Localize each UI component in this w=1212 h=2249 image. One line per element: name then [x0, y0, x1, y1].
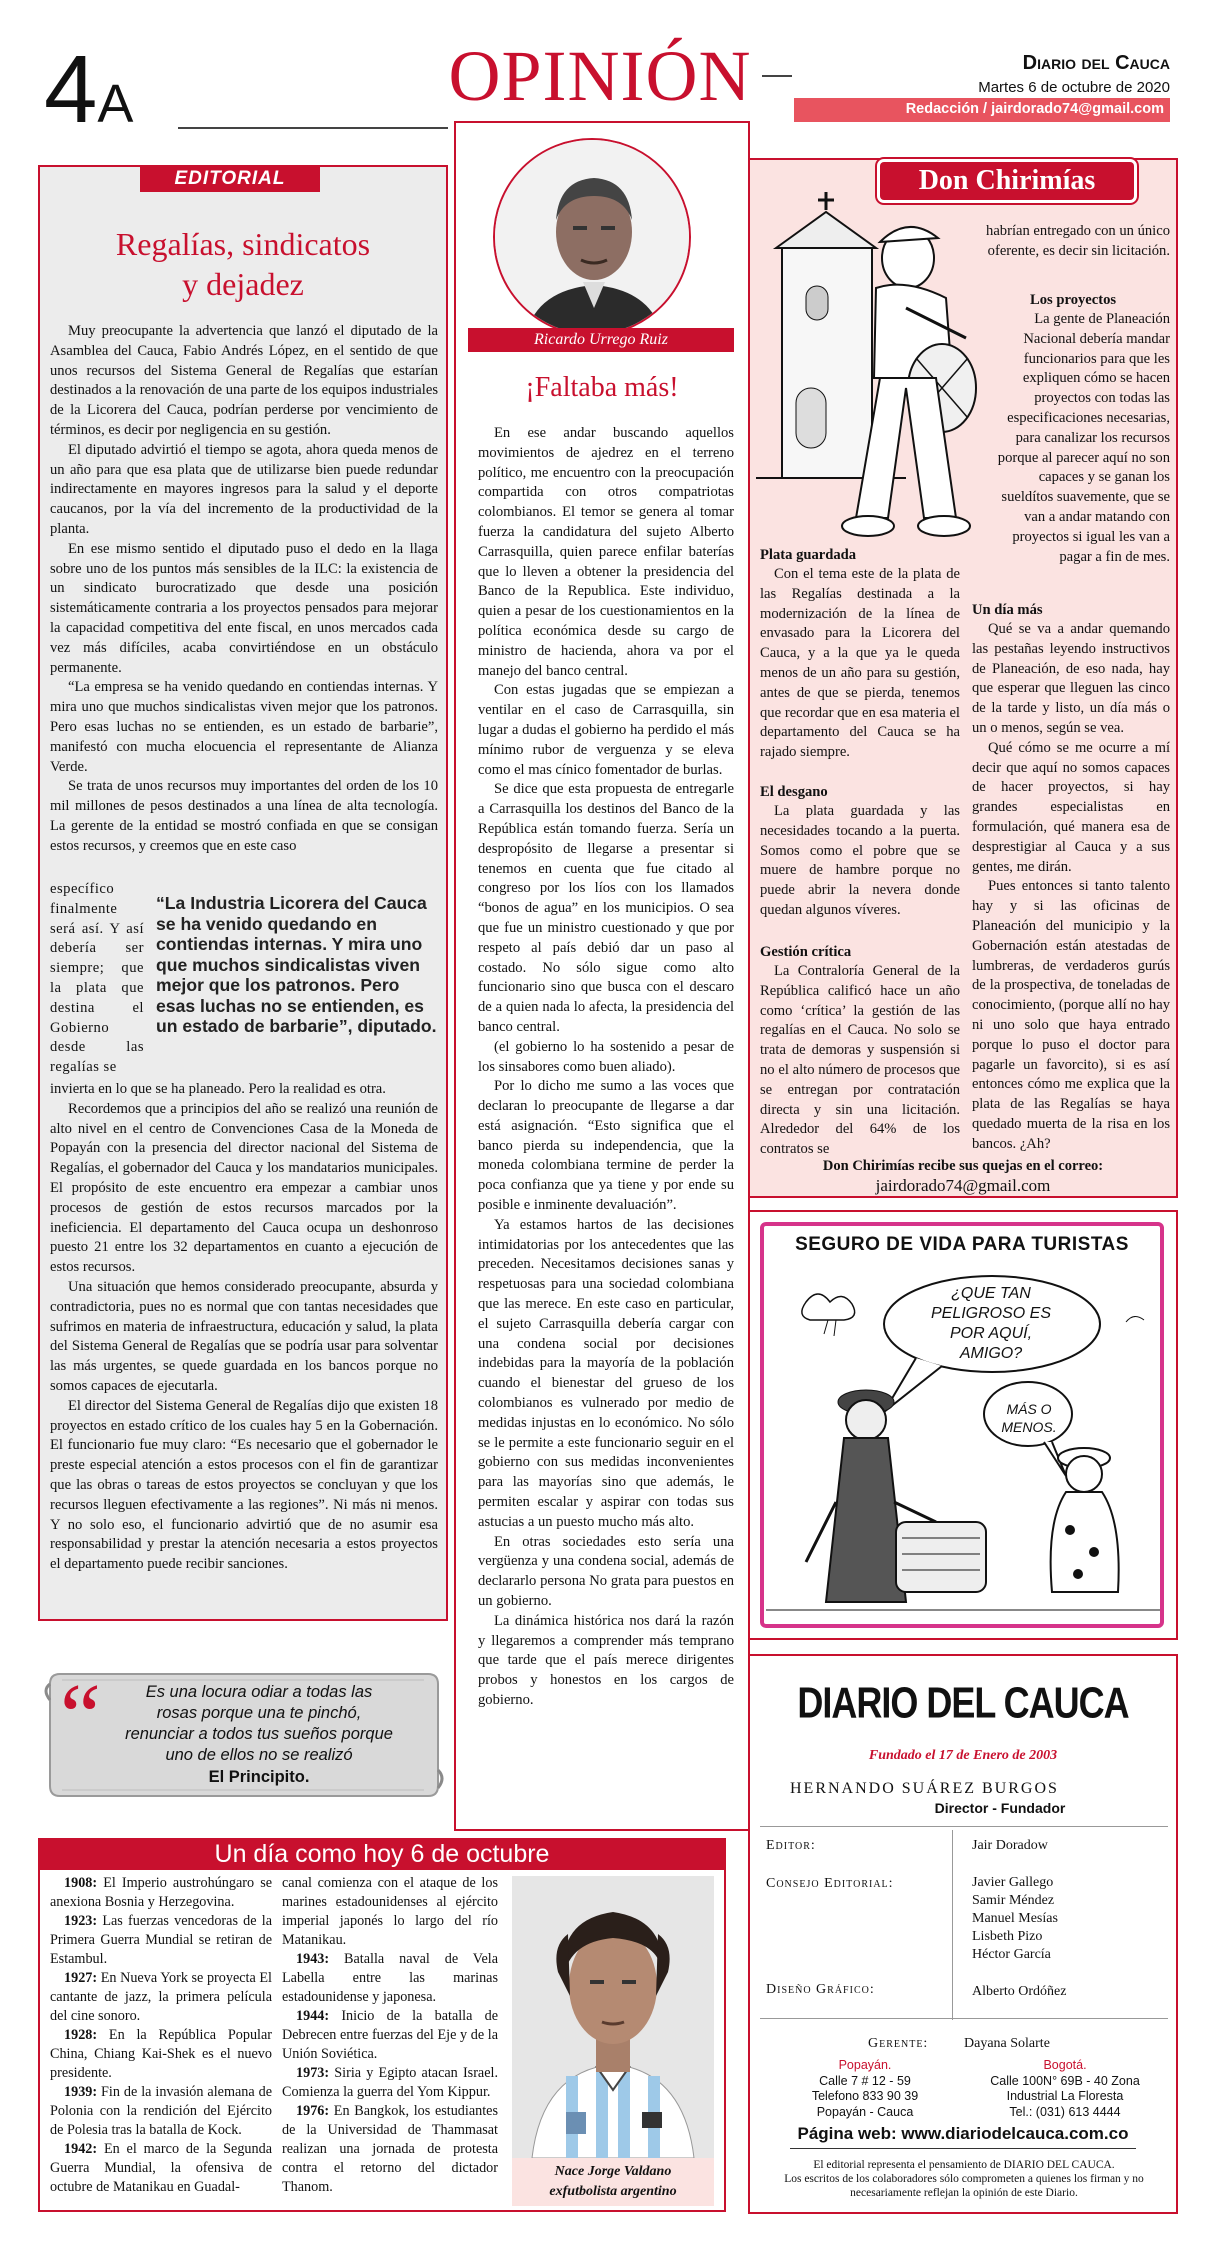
history-col2: [282, 1874, 498, 2197]
staff-design-label: Diseño Gráfico:: [766, 1982, 875, 1997]
staff-council-list: [972, 1874, 1058, 1964]
column-body: [478, 424, 734, 1711]
web-label: Página web:: [797, 2124, 897, 2143]
history-entry: 1973: Siria y Egipto atacan Israel. Comienza la guerra del Yom Kippur.: [282, 2065, 499, 2100]
chirimias-diamas-paragraph: Qué cómo se me ocurre a mí decir que aquí no somos capaces de hacer proyectos, si hay grandes especialistas en formulación, qué manera esa de desprestigiar al Cauca y a sus gentes, me dirán.: [972, 739, 1170, 875]
staff-disclaimer: [760, 2158, 1168, 2200]
office2-line: Calle 100N° 69B - 40 Zona: [990, 2073, 1140, 2088]
staff-council-label: Consejo Editorial:: [766, 1876, 894, 1891]
editorial-paragraph: Muy preocupante la advertencia que lanzó el diputado de la Asamblea del Cauca, Fabio Andrés López, en el sentido de que unos recursos del Sistema General de Regalías que estarían destinados a la renovación de una parte de los equipos industriales de la Licorera del Cauca, podrían perderse por vencimiento de términos, es decir por negligencia en su gestión.: [50, 323, 438, 438]
valdano-portrait: [512, 1876, 714, 2158]
masthead-contact: Redacción / jairdorado74@gmail.com: [905, 101, 1164, 117]
columnist-portrait: [495, 140, 691, 336]
staff-council-member: Héctor García: [972, 1947, 1051, 1962]
page-number: [44, 36, 134, 143]
quote-mark: “: [60, 1665, 101, 1767]
history-entry: 1943: Batalla naval de Vela Labella entre las marinas estadounidense y japonesa.: [282, 1951, 499, 2005]
staff-editor-label: Editor:: [766, 1838, 816, 1853]
editorial-paragraph: El director del Sistema General de Regalías dijo que existen 18 proyectos en estado crítico de los cuales hay 5 en la Gobernación. El funcionario fue muy claro: “Es necesario que el gobernador le preste especial atención a estos procesos con el fin de garantizar que las obras o tareas de estos proyectos se concluyan y que los recursos lleguen efectivamente a las regiones”. Ni más ni menos. Y no solo eso, el funcionario advirtió que de no asumir esa responsabilidad y prestar la atención necesaria a estos proyectos el departamento puede recibir sanciones.: [50, 1397, 438, 1573]
column-title: ¡Faltaba más!: [525, 372, 679, 403]
column-paragraph: Ya estamos hartos de las decisiones intimidatorias por los antecedentes que las preceden. Necesitamos decisiones sanas y respetuosas para una sociedad colombiana que las merece. En este caso en particular, el sujeto Carrasquilla debería cargar con una condena social por decisiones indebidas para la mayoría de la población cuando el bienestar del grueso de los colombianos es vulnerado por medio de medidas injustas en lo económico. No sólo se le permite a este funcionario seguir en el gobierno con sus medidas inconvenientes para las mayorías sino que además, le permiten escalar y aspirar con todas sus astucias a un puesto mucho más alto.: [478, 1216, 734, 1530]
page-number-letter: A: [97, 74, 134, 134]
cartoon-title: SEGURO DE VIDA PARA TURISTAS: [795, 1234, 1129, 1255]
editorial-pullquote: “La Industria Licorera del Cauca se ha venido quedando en contiendas internas. Y mira uno que muchos sindicalistas viven mejor que los patronos. Pero esas luchas no se entienden, es un estado de barbarie”, diputado.: [156, 893, 437, 1036]
chirimias-desgano-head: El desgano: [760, 784, 828, 800]
page-number-digit: 4: [44, 36, 98, 143]
staff-founded: Fundado el 17 de Enero de 2003: [868, 1748, 1058, 1763]
quote-text: Es una locura odiar a todas las rosas porque una te pinchó, renunciar a todos tus sueños porque uno de ellos no se realizó: [125, 1683, 393, 1764]
editorial-paragraph: “La empresa se ha venido quedando en contiendas internas. Y mira uno que muchos sindicalistas viven mejor que los patronos. Pero esas luchas no se entienden, es un estado de barbarie”, manifestó con mucha elocuencia el representante de Alianza Verde.: [50, 679, 438, 775]
office1-city: Popayán.: [838, 2058, 892, 2072]
staff-founder-role: Director - Fundador: [934, 1800, 1066, 1816]
history-entry: 1944: Inicio de la batalla de Debrecen entre fuerzas del Eje y de la Unión Soviética.: [282, 2008, 498, 2062]
staff-council-member: Javier Gallego: [972, 1875, 1054, 1890]
column-paragraph: Se dice que esta propuesta de entregarle a Carrasquilla los destinos del Banco de la República están tomando fuerza. Sería un despropósito de llegarse a presentar si tenemos en cuenta que fue citado al congreso por los líos con los llamados “bonos de agua” en los municipios. O sea que fue un ministro cuestionado y que por respeto al país debió dar un paso al costado. No sólo sigue como alto funcionario sino que busca con el descaro de a quien nada lo afecta, la presidencia del banco central.: [478, 781, 734, 1035]
masthead-rule: [178, 127, 448, 129]
office1-line: Calle 7 # 12 - 59: [819, 2073, 911, 2088]
chirimias-critica-text: La Contraloría General de la República calificó hace un año como ‘crítica’ la gestión de las regalías en el Cauca. No solo se trata de demoras y suspensión si no el alto número de procesos que se entregan por contratación directa y sin una licitación. Alrededor del 64% de los contratos se: [760, 963, 960, 1158]
editorial-narrow-text: específico finalmente será así. Y así debería ser siempre; que la plata que destina el Gobierno desde las regalías se: [50, 881, 144, 1076]
masthead-date: Martes 6 de octubre de 2020: [978, 79, 1170, 96]
office2-line: Industrial La Floresta: [1006, 2089, 1124, 2103]
editorial-continue-line: invierta en lo que se ha planeado. Pero la realidad es otra.: [50, 1081, 386, 1097]
editorial-title-line2: y dejadez: [182, 266, 304, 302]
disclaimer-line: Los escritos de los colaboradores sólo comprometen a quienes los firman y no necesariamente reflejan la opinión de este Diario.: [784, 2173, 1144, 2199]
editorial-paragraph: Recordemos que a principios del año se realizó una reunión de alto nivel en el centro de Convenciones Casa de la Moneda de Popayán con la presencia del director nacional del Sistema de Regalías, el gobernador del Cauca y los mandatarios municipales. El propósito de este encuentro era empezar a cambiar unos procesos de gestión de estos recursos marcados por la ineficiencia. El departamento del Cauca ocupa un deshonroso puesto 21 entre los 32 departamentos en cuanto a ejecución de estos recursos.: [50, 1100, 438, 1276]
staff-design: Alberto Ordóñez: [972, 1984, 1067, 1999]
history-entry: 1976: En Bangkok, los estudiantes de la Universidad de Thammasat realizan una jornada de protesta contra el retorno del dictador Thanom.: [282, 2103, 498, 2195]
column-paragraph: Con estas jugadas que se empiezan a ventilar en el caso de Carrasquilla, sin lugar a dudas el gobierno ha perdido el más mínimo rubor de verguenza y se eleva como el mas cínico fomentador de burlas.: [478, 682, 734, 778]
history-entry: 1928: En la República Popular China, Chiang Kai-Shek es el nuevo presidente.: [50, 2027, 273, 2081]
staff-manager: Dayana Solarte: [964, 2036, 1050, 2051]
chirimias-footer-email[interactable]: jairdorado74@gmail.com: [875, 1176, 1051, 1195]
chirimias-critica-head: Gestión crítica: [760, 944, 852, 960]
history-entry: 1942: En el marco de la Segunda Guerra Mundial, la ofensiva de octubre de Matanikau en Guadal-: [50, 2141, 273, 2195]
cartoon-bubble2: MÁS O MENOS.: [1001, 1401, 1057, 1435]
staff-manager-label: Gerente:: [868, 2036, 929, 2051]
staff-office2: [970, 2058, 1160, 2120]
chirimias-title: Don Chirimías: [880, 162, 1134, 200]
editorial-body-bottom: [50, 1080, 438, 1575]
office2-line: Tel.: (031) 613 4444: [1009, 2104, 1121, 2119]
column-paragraph: En ese andar buscando aquellos movimientos de ajedrez en el terreno político, me encuentro con la preocupación compartida con otros compatriotas colombianos. El temor se genera al tomar fuerza la candidatura del sujeto Alberto Carrasquilla, quien parece enfilar baterías que lo lleven a obtener la presidencia del Banco de la Republica. Este individuo, quien a pesar de los cuestionamientos en la política económica desde su cargo de ministro de hacienda, ahora va por el manejo del banco central.: [478, 425, 734, 679]
staff-office1: [780, 2058, 950, 2120]
office2-city: Bogotá.: [1043, 2058, 1087, 2072]
history-col1: [50, 1874, 272, 2197]
staff-logo: DIARIO DEL CAUCA: [797, 1677, 1129, 1727]
chirimias-diamas-paragraph: Qué se va a andar quemando las pestañas leyendo instructivos de Planeación, de eso nada, hay que esperar que lleguen las cinco de la tarde y listo, un día más o un o menos, según se vea.: [972, 621, 1170, 736]
chirimias-proyectos-text: La gente de Planeación Nacional debería mandar funcionarios para que les expliquen cómo se hacen proyectos con todas las especificaciones necesarias, para canalizar los recursos porque al parecer aquí no son capaces y se ganan los sueldítos suavemente, que se van a andar matando con proyectos si igual les van a pagar a fin de mes.: [997, 311, 1170, 565]
masthead-paper-name: Diario del Cauca: [1022, 52, 1170, 74]
staff-council-member: Samir Méndez: [972, 1893, 1055, 1908]
staff-founder: HERNANDO SUÁREZ BURGOS: [790, 1780, 1059, 1797]
editorial-title-line1: Regalías, sindicatos: [115, 226, 371, 262]
caption-line: Nace Jorge Valdano: [554, 2164, 672, 2179]
editorial-paragraph: Una situación que hemos considerado preocupante, absurda y contradictoria, pues no es normal que con tantas necesidades que sufrimos en materia de infraestructura, educación y salud, la plata del Sistema General de Regalías que se podría usar para solventar las más urgentes, se quede guardada en los bancos porque no somos capaces de ejecutarla.: [50, 1278, 438, 1394]
staff-divider: [760, 1826, 1168, 1827]
staff-council-member: Manuel Mesías: [972, 1911, 1058, 1926]
chirimias-diamas-text: [972, 620, 1170, 1155]
office1-line: Popayán - Cauca: [816, 2104, 914, 2119]
history-photo: [512, 1876, 714, 2158]
section-title: OPINIÓN: [448, 36, 752, 116]
editorial-title: [44, 224, 442, 304]
columnist-name: Ricardo Urrego Ruiz: [468, 328, 734, 352]
column-paragraph: En otras sociedades esto sería una vergüenza y una condena social, además de declararlo persona No grata para puestos en un gobierno.: [478, 1533, 734, 1610]
staff-council-member: Lisbeth Pizo: [972, 1929, 1043, 1944]
staff-web: [756, 2124, 1170, 2144]
history-entry: 1923: Las fuerzas vencedoras de la Primera Guerra Mundial se retiran de Estambul.: [50, 1913, 272, 1967]
staff-divider-vertical: [952, 1830, 953, 2020]
history-entry: 1939: Fin de la invasión alemana de Polonia con la rendición del Ejército de Polesia tras la batalla de Kock.: [50, 2084, 272, 2138]
chirimias-desgano-text: La plata guardada y las necesidades tocando a la puerta. Somos como el pobre que se muere de hambre porque no puede abrir la nevera donde quedan algunos víveres.: [760, 803, 960, 918]
office1-line: Telefono 833 90 39: [811, 2089, 919, 2103]
columnist-photo: [493, 138, 691, 336]
history-entry: 1908: El Imperio austrohúngaro se anexiona Bosnia y Herzegovina.: [50, 1875, 273, 1910]
history-caption: [512, 2158, 714, 2206]
quote-scroll: [42, 1660, 444, 1810]
cartoon-bubble1: ¿QUE TAN PELIGROSO ES POR AQUÍ, AMIGO?: [930, 1285, 1052, 1362]
chirimias-guardada-head: Plata guardada: [760, 547, 857, 563]
editorial-paragraph: Se trata de unos recursos muy importantes del orden de los 10 mil millones de pesos destinados a una línea de alta tecnología. La gerente de la entidad se mostró confiada en que se consigan estos recursos, y creemos que en este caso: [50, 778, 438, 854]
drummer-drawing: [756, 178, 978, 553]
quote-author: El Principito.: [208, 1768, 310, 1786]
editorial-body-top: [50, 322, 438, 857]
chirimias-diamas-head: Un día más: [972, 602, 1043, 618]
chirimias-intro: habrían entregado con un único oferente, es decir sin licitación.: [986, 223, 1170, 259]
column-paragraph: La dinámica histórica nos dará la razón y llegaremos a comprender más temprano que tarde que el país merece dirigentes probos y honestos en los cargos de gobierno.: [478, 1612, 734, 1708]
staff-divider2: [760, 2018, 1168, 2019]
chirimias-diamas-paragraph: Pues entonces si tanto talento hay y si las oficinas de Planeación del municipio y la Gobernación están atestadas de lumbreras, de verdaderos gurús de la prospectiva, de toneladas de conocimiento, (porque allí no hay ni uno solo que haya entrado porque lo puso el doctor para pagarle un favorcito), si es así entonces cómo me explica que la plata de las Regalías se haya quedado muerta de la risa en los bancos. ¿Ah?: [972, 878, 1170, 1152]
chirimias-guardada-text: Con el tema este de la plata de las Regalías destinada a la modernización de la línea de envasado para la Licorera del Cauca, y a la que ya le queda menos de un año para su gestión, antes de que se pierda, tenemos que recordar que en esa materia el departamento del Cauca se ha rajado siempre.: [760, 566, 960, 761]
history-lead: canal comienza con el ataque de los marines estadounidenses al ejército imperial japonés lo largo del río Matanikau.: [282, 1875, 498, 1948]
caption-line: exfutbolista argentino: [549, 2184, 677, 2199]
editorial-label: EDITORIAL: [140, 166, 320, 192]
editorial-paragraph: El diputado advirtió el tiempo se agota, ahora queda menos de un año para que esa plata que de utilizarse bien puede redundar indirectamente en mayores ingresos para la salud y el deporte caucanos, por la vía del incremento de la productividad de la planta.: [50, 441, 438, 537]
column-paragraph: Por lo dicho me sumo a las voces que declaran lo preocupante de llegarse a dar está asignación. “Esto significa que el banco pierda su independencia, que la moneda colombiana termine de perder la poca confianza que ya tiene y por ende su posible e inminente devaluación”.: [478, 1078, 734, 1214]
column-paragraph: (el gobierno lo ha sostenido a pesar de los sinsabores como buen aliado).: [478, 1038, 734, 1075]
history-title: Un día como hoy 6 de octubre: [38, 1838, 726, 1870]
history-entry: 1927: En Nueva York se proyecta El cantante de jazz, la primera película del cine sonoro.: [50, 1970, 273, 2024]
chirimias-illustration: [756, 178, 978, 553]
chirimias-proyectos-head: Los proyectos: [1030, 292, 1117, 308]
masthead-rule-right: [762, 75, 792, 77]
staff-web-underline: [790, 2148, 1136, 2149]
editorial-paragraph: En ese mismo sentido el diputado puso el dedo en la llaga sobre uno de los puntos más sensibles de la ILC: la existencia de un sindicato burocratizado que desde una posición sistemáticamente contraria a los proyectos pensados para mejorar la capacidad competitiva del ente fiscal, en unos mercados cada vez más difíciles, acaba convirtiéndose en un obstáculo permanente.: [50, 540, 438, 676]
disclaimer-line: El editorial representa el pensamiento de DIARIO DEL CAUCA.: [813, 2159, 1115, 2171]
chirimias-footer-line: Don Chirimías recibe sus quejas en el correo:: [822, 1158, 1104, 1174]
web-link[interactable]: www.diariodelcauca.com.co: [901, 2124, 1129, 2143]
staff-editor: Jair Doradow: [972, 1838, 1048, 1853]
